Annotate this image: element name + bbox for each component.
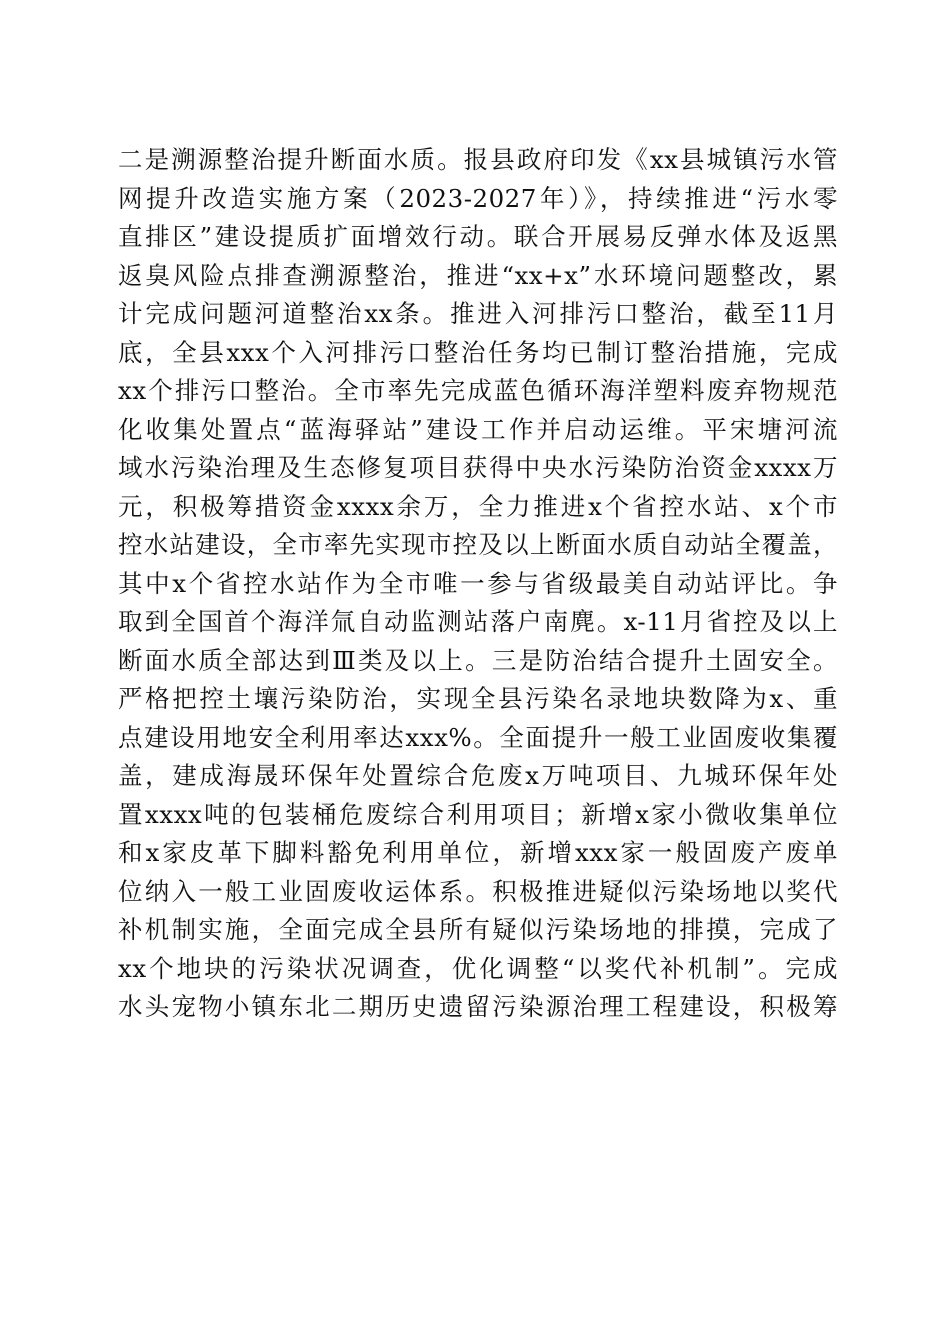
- text-line: 网提升改造实施方案（2023-2027年）》，持续推进“污水零: [118, 183, 838, 213]
- text-line: 二是溯源整治提升断面水质。报县政府印发《xx县城镇污水管: [118, 145, 838, 174]
- text-line: 计完成问题河道整治xx条。推进入河排污口整治，截至11月: [118, 299, 838, 328]
- text-line: 取到全国首个海洋氚自动监测站落户南麂。x-11月省控及以上: [118, 607, 838, 636]
- text-line: 控水站建设，全市率先实现市控及以上断面水质自动站全覆盖，: [118, 530, 838, 559]
- text-line: 点建设用地安全利用率达xxx%。全面提升一般工业固废收集覆: [118, 722, 838, 752]
- text-line: 严格把控土壤污染防治，实现全县污染名录地块数降为x、重: [118, 684, 838, 713]
- text-line: 和x家皮革下脚料豁免利用单位，新增xxx家一般固废产废单: [118, 838, 838, 867]
- text-line: 补机制实施，全面完成全县所有疑似污染场地的排摸，完成了: [118, 915, 838, 944]
- text-line: 直排区”建设提质扩面增效行动。联合开展易反弹水体及返黑: [118, 222, 838, 251]
- text-line: 返臭风险点排查溯源整治，推进“xx+x”水环境问题整改，累: [118, 260, 838, 290]
- text-line: xx个排污口整治。全市率先完成蓝色循环海洋塑料废弃物规范: [118, 376, 838, 405]
- text-line: 水头宠物小镇东北二期历史遗留污染源治理工程建设，积极筹: [118, 992, 838, 1021]
- text-line: 元，积极筹措资金xxxx余万，全力推进x个省控水站、x个市: [118, 491, 838, 521]
- text-line: 化收集处置点“蓝海驿站”建设工作并启动运维。平宋塘河流: [118, 414, 838, 444]
- text-line: 盖，建成海晟环保年处置综合危废x万吨项目、九城环保年处: [118, 761, 838, 790]
- text-line: 底，全县xxx个入河排污口整治任务均已制订整治措施，完成: [118, 337, 838, 367]
- text-line: 断面水质全部达到Ⅲ类及以上。三是防治结合提升土固安全。: [118, 645, 838, 675]
- body-paragraph: [118, 141, 838, 1027]
- text-line: 置xxxx吨的包装桶危废综合利用项目；新增x家小微收集单位: [118, 799, 838, 829]
- text-line: 位纳入一般工业固废收运体系。积极推进疑似污染场地以奖代: [118, 876, 838, 906]
- text-line: xx个地块的污染状况调查，优化调整“以奖代补机制”。完成: [118, 953, 838, 983]
- text-line: 其中x个省控水站作为全市唯一参与省级最美自动站评比。争: [118, 568, 838, 598]
- text-line: 域水污染治理及生态修复项目获得中央水污染防治资金xxxx万: [118, 453, 838, 482]
